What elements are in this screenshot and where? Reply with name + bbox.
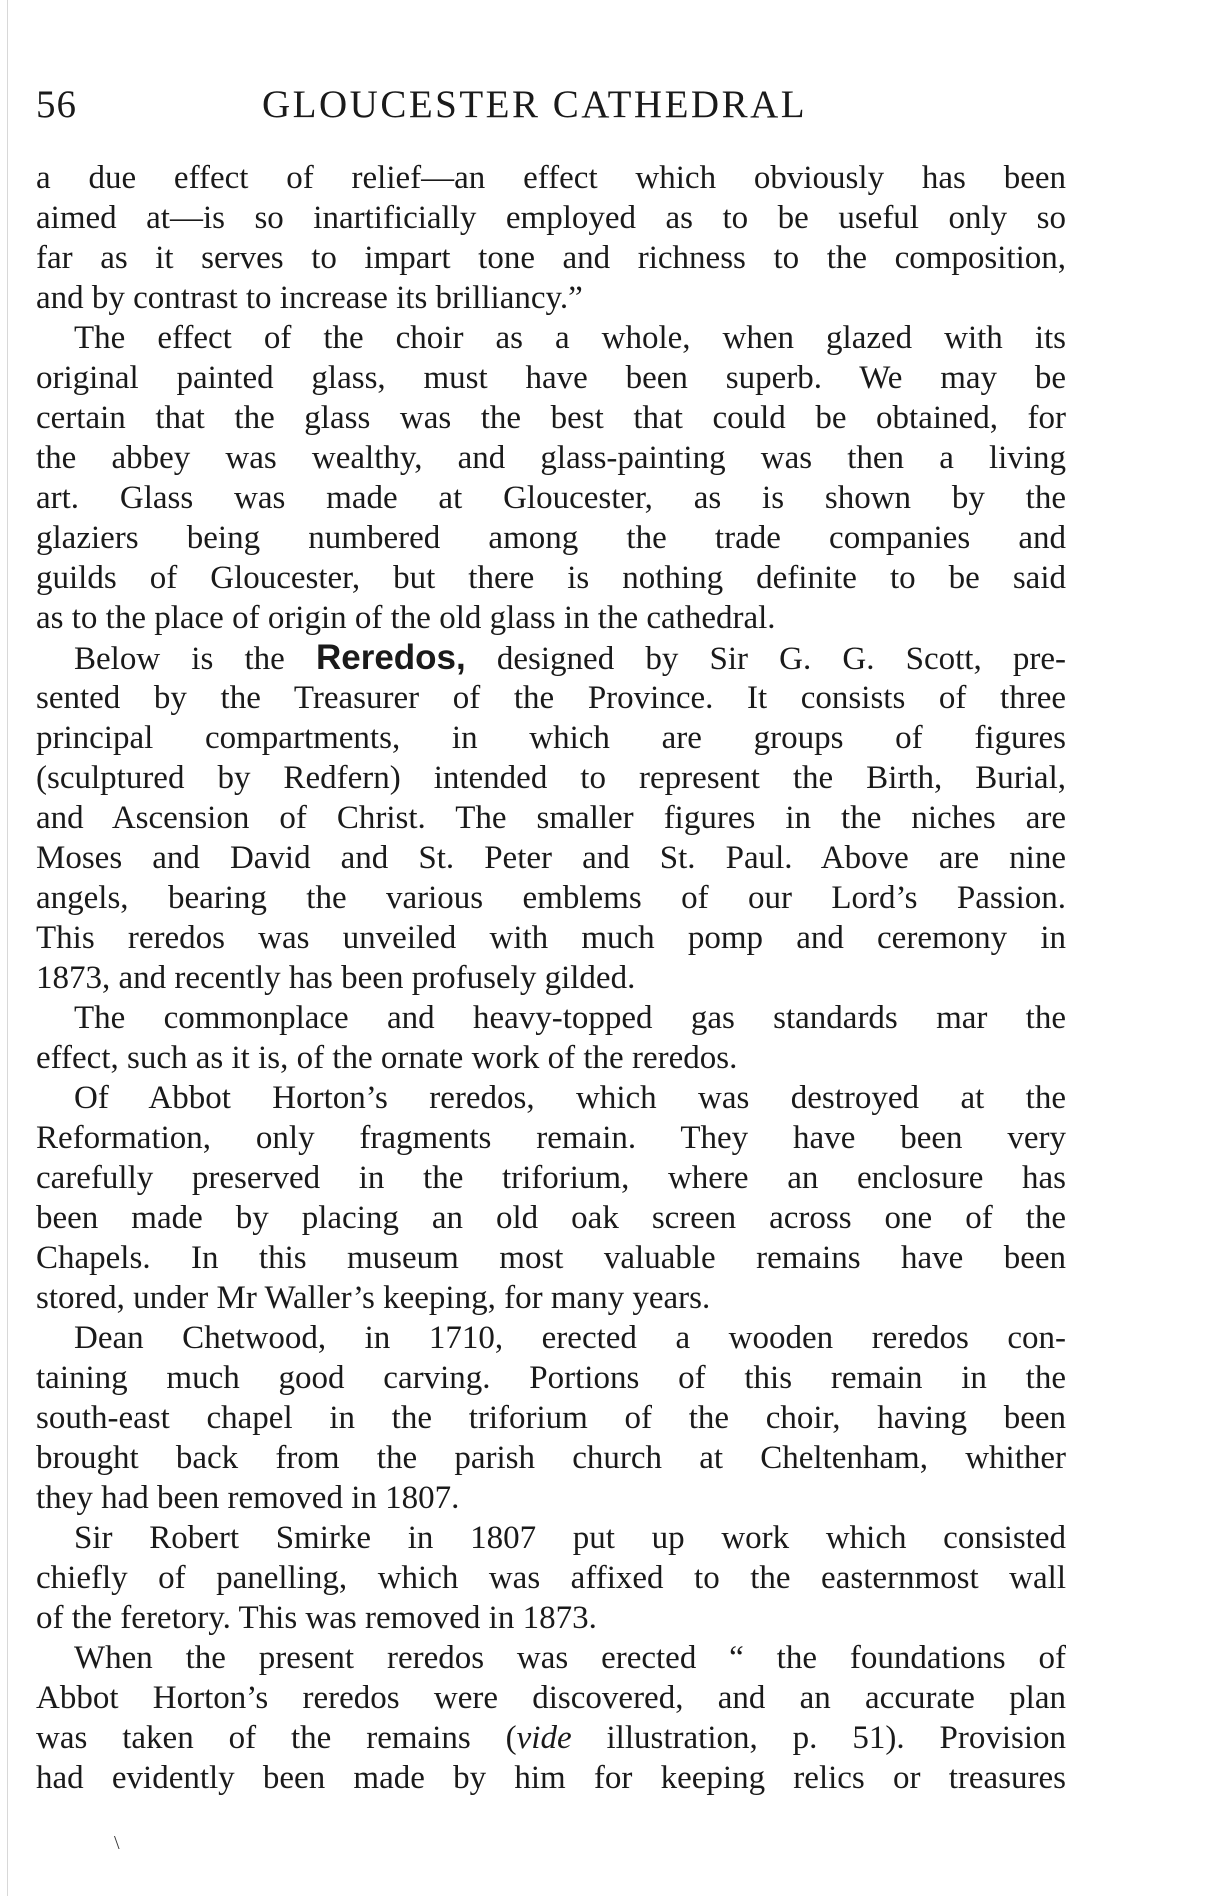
text-line xyxy=(36,638,1066,678)
text-line: sented by the Treasurer of the Province. It consists of three xyxy=(36,680,1066,716)
text-line: far as it serves to impart tone and richness to the composition, xyxy=(36,240,1066,276)
page-edge-rule xyxy=(7,0,8,1896)
text-line: Moses and David and St. Peter and St. Paul. Above are nine xyxy=(36,840,1066,876)
text-line: Abbot Horton’s reredos were discovered, and an accurate plan xyxy=(36,1680,1066,1716)
text-line: Of Abbot Horton’s reredos, which was destroyed at the xyxy=(74,1080,1066,1116)
text-line: been made by placing an old oak screen across one of the xyxy=(36,1200,1066,1236)
text-line: Dean Chetwood, in 1710, erected a wooden reredos con- xyxy=(74,1320,1066,1356)
text-line: they had been removed in 1807. xyxy=(36,1480,460,1516)
paragraph xyxy=(36,318,1066,638)
text-line: certain that the glass was the best that could be obtained, for xyxy=(36,400,1066,436)
footer-mark: \ xyxy=(114,1832,120,1854)
reredos-heading: Reredos, xyxy=(315,638,466,677)
text-line: glaziers being numbered among the trade companies and xyxy=(36,520,1066,556)
text-run: was taken of the remains ( xyxy=(36,1720,517,1756)
text-line: This reredos was unveiled with much pomp and ceremony in xyxy=(36,920,1066,956)
text-line: Sir Robert Smirke in 1807 put up work which consisted xyxy=(74,1520,1066,1556)
paragraph xyxy=(36,998,1066,1078)
text-line: stored, under Mr Waller’s keeping, for many years. xyxy=(36,1280,711,1316)
text-run: designed by Sir G. G. Scott, pre- xyxy=(465,641,1066,677)
text-line: effect, such as it is, of the ornate work of the reredos. xyxy=(36,1040,738,1076)
text-line: and Ascension of Christ. The smaller figures in the niches are xyxy=(36,800,1066,836)
text-line: The commonplace and heavy-topped gas standards mar the xyxy=(74,1000,1066,1036)
text-line: The effect of the choir as a whole, when glazed with its xyxy=(74,320,1066,356)
paragraph xyxy=(36,1518,1066,1638)
paragraph xyxy=(36,1078,1066,1318)
text-run: illustration, p. 51). Provision xyxy=(571,1720,1067,1756)
text-run: Below is the xyxy=(74,641,316,677)
text-line: art. Glass was made at Gloucester, as is shown by the xyxy=(36,480,1066,516)
text-line: brought back from the parish church at Cheltenham, whither xyxy=(36,1440,1066,1476)
body-text xyxy=(36,158,1066,1798)
text-line: guilds of Gloucester, but there is nothing definite to be said xyxy=(36,560,1066,596)
text-line: aimed at—is so inartificially employed as to be useful only so xyxy=(36,200,1066,236)
text-line: Chapels. In this museum most valuable remains have been xyxy=(36,1240,1066,1276)
text-line: original painted glass, must have been superb. We may be xyxy=(36,360,1066,396)
text-line: When the present reredos was erected “ the foundations of xyxy=(74,1640,1066,1676)
text-line: taining much good carving. Portions of this remain in the xyxy=(36,1360,1066,1396)
paragraph xyxy=(36,158,1066,318)
paragraph xyxy=(36,1318,1066,1518)
text-line: Reformation, only fragments remain. They have been very xyxy=(36,1120,1066,1156)
text-line: 1873, and recently has been profusely gilded. xyxy=(36,960,636,996)
text-line: carefully preserved in the triforium, where an enclosure has xyxy=(36,1160,1066,1196)
running-title: GLOUCESTER CATHEDRAL xyxy=(262,83,808,126)
paragraph xyxy=(36,638,1066,998)
text-line: the abbey was wealthy, and glass-painting was then a living xyxy=(36,440,1066,476)
text-line: principal compartments, in which are groups of figures xyxy=(36,720,1066,756)
text-line: a due effect of relief—an effect which obviously has been xyxy=(36,160,1066,196)
text-line: of the feretory. This was removed in 1873. xyxy=(36,1600,597,1636)
page-header xyxy=(36,82,1066,132)
text-line xyxy=(36,1718,1066,1758)
text-line: and by contrast to increase its brilliancy.” xyxy=(36,280,583,316)
text-line: as to the place of origin of the old glass in the cathedral. xyxy=(36,600,776,636)
text-line: chiefly of panelling, which was affixed to the easternmost wall xyxy=(36,1560,1066,1596)
paragraph xyxy=(36,1638,1066,1798)
page-number: 56 xyxy=(36,83,77,126)
text-line: south-east chapel in the triforium of the choir, having been xyxy=(36,1400,1066,1436)
italic-text: vide xyxy=(516,1720,572,1756)
text-line: angels, bearing the various emblems of our Lord’s Passion. xyxy=(36,880,1066,916)
text-line: had evidently been made by him for keeping relics or treasures xyxy=(36,1760,1066,1796)
text-line: (sculptured by Redfern) intended to represent the Birth, Burial, xyxy=(36,760,1066,796)
